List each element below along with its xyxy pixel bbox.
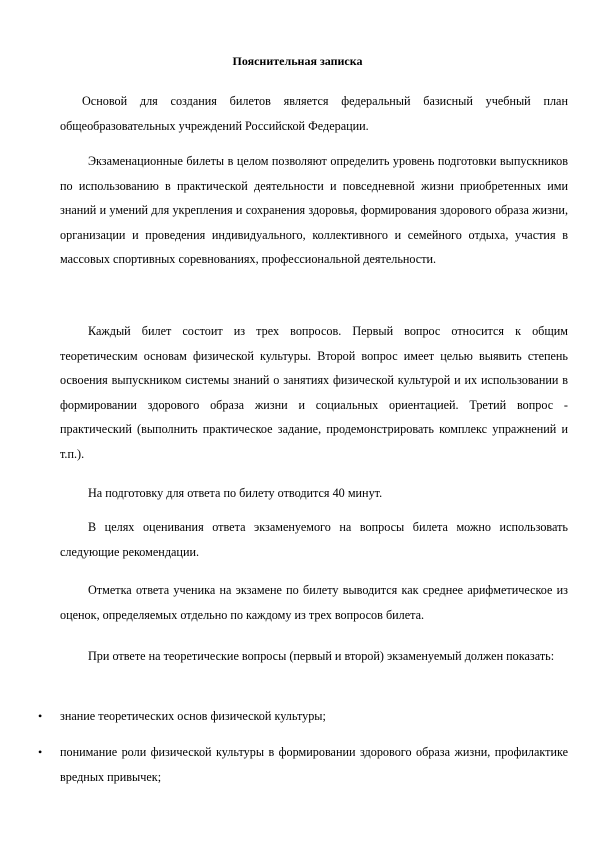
paragraph-exam-tickets: Экзаменационные билеты в целом позволяют определить уровень подготовки выпускников по использованию в практической деятельности и повседневной жизни приобретенных ими знаний и умений для укрепления и сохранения здоровья, формирования здорового образа жизни, организации и проведения индивидуального, коллективного и семейного отдыха, участия в массовых спортивных соревнованиях, профессиональной деятельности. [60,154,568,266]
bullet-icon: • [38,709,43,723]
paragraph-theory-answer: При ответе на теоретические вопросы (первый и второй) экзаменуемый должен показать: [88,649,555,663]
list-item-text: знание теоретических основ физической культуры; [60,709,326,723]
list-item-text: понимание роли физической культуры в формировании здорового образа жизни, профилактике вредных привычек; [60,745,568,784]
paragraph-preparation-time: На подготовку для ответа по билету отводится 40 минут. [88,486,383,500]
page-title: Пояснительная записка [232,54,363,68]
paragraph-basis: Основой для создания билетов является федеральный базисный учебный план общеобразовательных учреждений Российской Федерации. [60,94,568,133]
paragraph-grade: Отметка ответа ученика на экзамене по билету выводится как среднее арифметическое из оценок, определяемых отдельно по каждому из трех вопросов билета. [60,583,568,622]
list-item [38,704,568,729]
list-item [38,740,568,789]
paragraph-ticket-structure: Каждый билет состоит из трех вопросов. Первый вопрос относится к общим теоретическим основам физической культуры. Второй вопрос имеет целью выявить степень освоения выпускником системы знаний о занятиях физической культурой и их использовании в формировании здорового образа жизни и социальных ориентацией. Третий вопрос - практический (выполнить практическое задание, продемонстрировать комплекс упражнений и т.п.). [60,324,568,461]
paragraph-assessment: В целях оценивания ответа экзаменуемого на вопросы билета можно использовать следующие рекомендации. [60,520,568,559]
bullet-icon: • [38,745,43,759]
